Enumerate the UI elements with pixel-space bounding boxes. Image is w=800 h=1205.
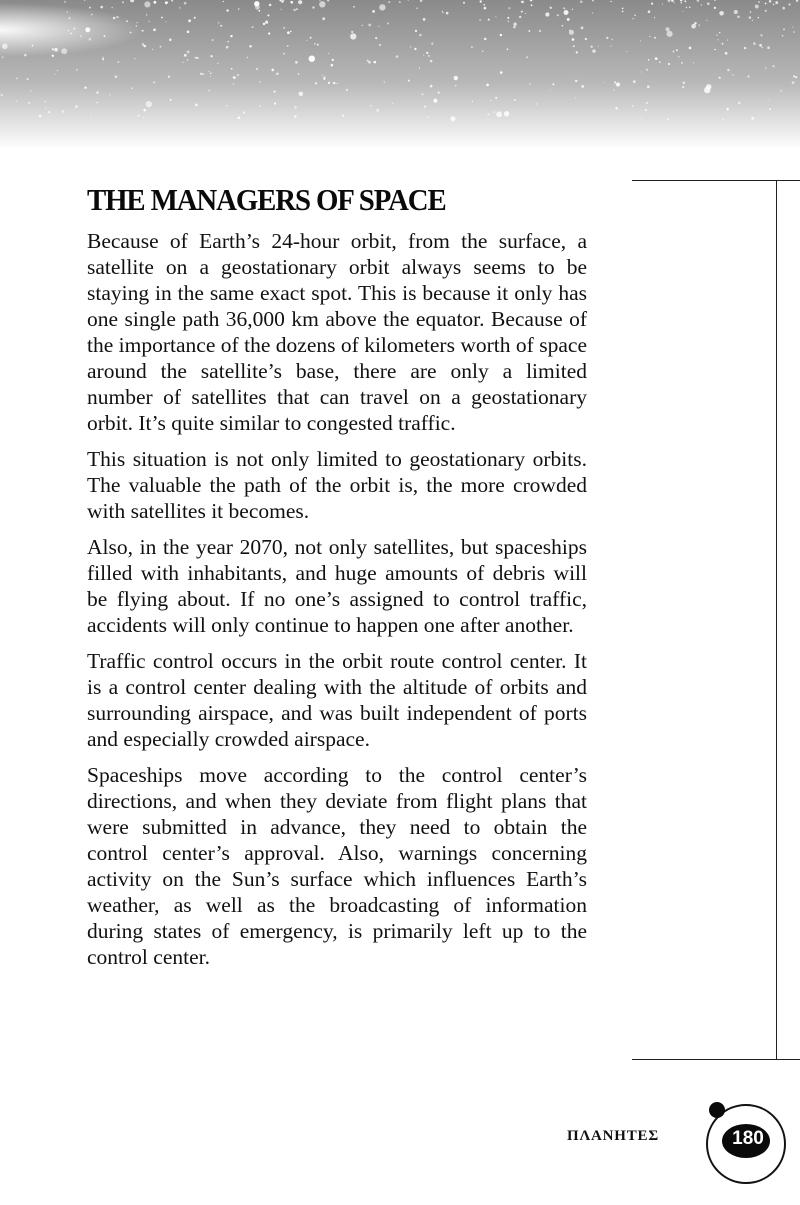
sidebar-frame (632, 180, 800, 1060)
page-title: THE MANAGERS OF SPACE (87, 182, 446, 217)
paragraph: Because of Earth’s 24-hour orbit, from the surface, a satellite on a geostationary orbit always seems to be staying in the same exact spot. This is because it only has one single path 36,000 km above the equator. Because of the importance of the dozens of kilometers worth of space around the satellite’s base, there are only a limited number of satellites that can travel on a geostationary orbit. It’s quite similar to congested traffic. (87, 229, 587, 435)
article-body (87, 228, 587, 980)
frame-bottom-rule (632, 1059, 800, 1060)
book-title-footer: ΠΛΑΝΗΤΕΣ (567, 1128, 659, 1144)
starfield-header (0, 0, 800, 150)
page-number: 180 (732, 1128, 764, 1149)
paragraph: This situation is not only limited to geostationary orbits. The valuable the path of the orbit is, the more crowded with satellites it becomes. (87, 447, 587, 523)
frame-top-rule (632, 180, 800, 181)
paragraph: Traffic control occurs in the orbit route control center. It is a control center dealing with the altitude of orbits and surrounding airspace, and was built independent of ports and especially crowded airspace. (87, 649, 587, 751)
paragraph: Spaceships move according to the control center’s directions, and when they deviate from flight plans that were submitted in advance, they need to obtain the control center’s approval. Also, warnings concerning activity on the Sun’s surface which influences Earth’s weather, as well as the broadcasting of information during states of emergency, is primarily left up to the control center. (87, 763, 587, 969)
paragraph: Also, in the year 2070, not only satellites, but spaceships filled with inhabitants, and huge amounts of debris will be flying about. If no one’s assigned to control traffic, accidents will only continue to happen one after another. (87, 535, 587, 637)
frame-vertical-rule (776, 180, 777, 1060)
